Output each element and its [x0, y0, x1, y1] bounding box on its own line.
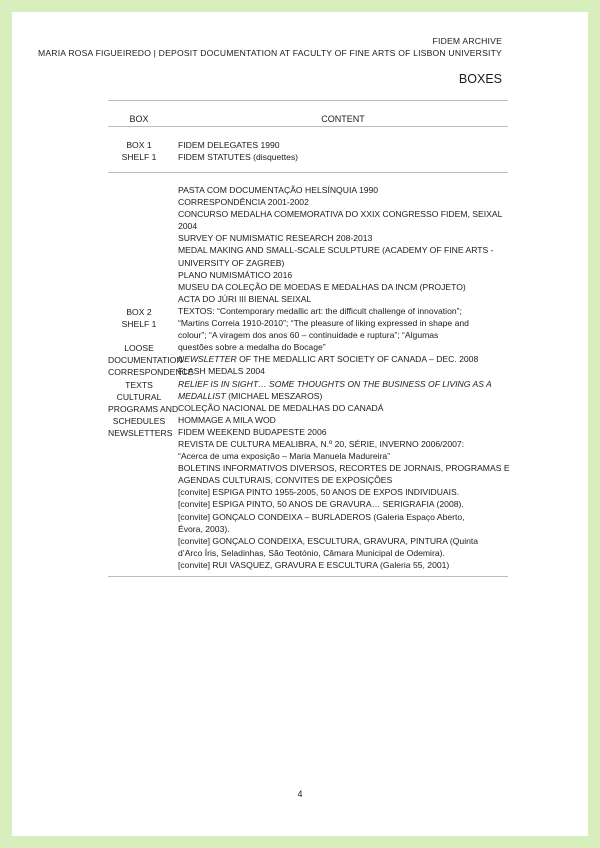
row-divider: [108, 172, 508, 173]
content-line: PASTA COM DOCUMENTAÇÃO HELSÍNQUIA 1990: [178, 185, 379, 195]
content-line: [convite] RUI VASQUEZ, GRAVURA E ESCULTURA (Galeria 55, 2001): [178, 559, 450, 570]
italic-text: NEWSLETTER: [178, 354, 237, 365]
category-label: PROGRAMS AND: [108, 403, 179, 414]
column-header-content: CONTENT: [321, 114, 365, 124]
row2-content-cell: [178, 184, 508, 571]
content-line: FIDEM WEEKEND BUDAPESTE 2006: [178, 426, 327, 437]
content-line: questões sobre a medalha do Bocage”: [178, 342, 326, 353]
content-line: Évora, 2003).: [178, 523, 230, 534]
content-line: SURVEY OF NUMISMATIC RESEARCH 208-2013: [178, 233, 373, 244]
content-line-newsletter: [178, 353, 508, 365]
document-page: [12, 12, 588, 836]
section-title: BOXES: [458, 72, 502, 86]
box-label: BOX 1: [126, 140, 152, 150]
content-line: “Acerca de uma exposição – Maria Manuela Madureira”: [178, 451, 391, 462]
italic-text: MEDALLIST: [178, 390, 226, 401]
category-label: TEXTS: [125, 379, 153, 390]
category-label: CORRESPONDENCE: [108, 367, 194, 378]
content-line: [convite] GONÇALO CONDEIXA, ESCULTURA, GRAVURA, PINTURA (Quinta: [178, 535, 479, 546]
content-line: 2004: [178, 221, 198, 232]
table-top-rule: [108, 100, 508, 101]
content-line: d’Arco Íris, Seladinhas, São Teotónio, Câmara Municipal de Odemira).: [178, 547, 445, 558]
content-line: CORRESPONDÊNCIA 2001-2002: [178, 197, 309, 208]
plain-text: OF THE MEDALLIC ART SOCIETY OF CANADA – DEC. 2008: [236, 354, 479, 365]
content-line: FIDEM DELEGATES 1990: [178, 140, 280, 150]
row1-box-cell: [108, 139, 170, 163]
header-rule: [108, 126, 508, 127]
content-line: [convite] ESPIGA PINTO 1955-2005, 50 ANOS DE EXPOS INDIVIDUAIS.: [178, 487, 460, 498]
category-label: DOCUMENTATION: [108, 355, 183, 366]
content-line-relief-author: [178, 390, 508, 402]
content-line: MEDAL MAKING AND SMALL-SCALE SCULPTURE (ACADEMY OF FINE ARTS -: [178, 245, 494, 256]
row1-content-cell: [178, 139, 508, 163]
document-subtitle: MARIA ROSA FIGUEIREDO | DEPOSIT DOCUMENTATION AT FACULTY OF FINE ARTS OF LISBON UNIVERSITY: [38, 48, 502, 58]
plain-text: (MICHAEL MESZAROS): [225, 390, 323, 401]
category-label: LOOSE: [124, 343, 154, 354]
content-line: UNIVERSITY OF ZAGREB): [178, 257, 285, 268]
content-line: ACTA DO JÚRI III BIENAL SEIXAL: [178, 293, 312, 304]
content-line: HOMMAGE A MILA WOD: [178, 414, 276, 425]
archive-title: FIDEM ARCHIVE: [432, 36, 502, 46]
content-line: COLEÇÃO NACIONAL DE MEDALHAS DO CANADÁ: [178, 402, 384, 413]
spacer-line: [108, 330, 170, 342]
column-header-box: BOX: [129, 114, 149, 124]
page-number: 4: [297, 789, 303, 799]
table-bottom-rule: [108, 576, 508, 577]
content-line: BOLETINS INFORMATIVOS DIVERSOS, RECORTES DE JORNAIS, PROGRAMAS E: [178, 463, 510, 474]
shelf-label: SHELF 1: [121, 152, 157, 163]
content-line: CONCURSO MEDALHA COMEMORATIVA DO XXIX CONGRESSO FIDEM, SEIXAL: [178, 209, 503, 220]
content-line: [convite] ESPIGA PINTO, 50 ANOS DE GRAVURA… SERIGRAFIA (2008).: [178, 499, 464, 510]
content-line: [convite] GONÇALO CONDEIXA – BURLADEROS (Galeria Espaço Aberto,: [178, 511, 465, 522]
content-line: “Martins Correia 1910-2010”; “The pleasure of liking expressed in shape and: [178, 318, 469, 329]
content-line: colour”; “A viragem dos anos 60 – continuidade e ruptura”; “Algumas: [178, 330, 439, 341]
content-line: AGENDAS CULTURAIS, CONVITES DE EXPOSIÇÕES: [178, 475, 393, 486]
row2-box-cell: [108, 306, 194, 439]
content-line: TEXTOS: “Contemporary medallic art: the difficult challenge of innovation”;: [178, 305, 462, 316]
content-line: MUSEU DA COLEÇÃO DE MOEDAS E MEDALHAS DA INCM (PROJETO): [178, 281, 466, 292]
category-label: NEWSLETTERS: [108, 427, 173, 438]
content-line: FIDEM STATUTES (disquettes): [178, 152, 299, 163]
content-line: FLASH MEDALS 2004: [178, 366, 265, 377]
category-label: CULTURAL: [116, 391, 162, 402]
category-label: SCHEDULES: [112, 415, 166, 426]
content-line: REVISTA DE CULTURA MEALIBRA, N.º 20, SÉRIE, INVERNO 2006/2007:: [178, 438, 465, 449]
shelf-label: SHELF 1: [121, 319, 157, 330]
content-line: PLANO NUMISMÁTICO 2016: [178, 269, 293, 280]
box-label: BOX 2: [126, 307, 152, 317]
content-line-relief: RELIEF IS IN SIGHT… SOME THOUGHTS ON THE BUSINESS OF LIVING AS A: [178, 378, 492, 389]
